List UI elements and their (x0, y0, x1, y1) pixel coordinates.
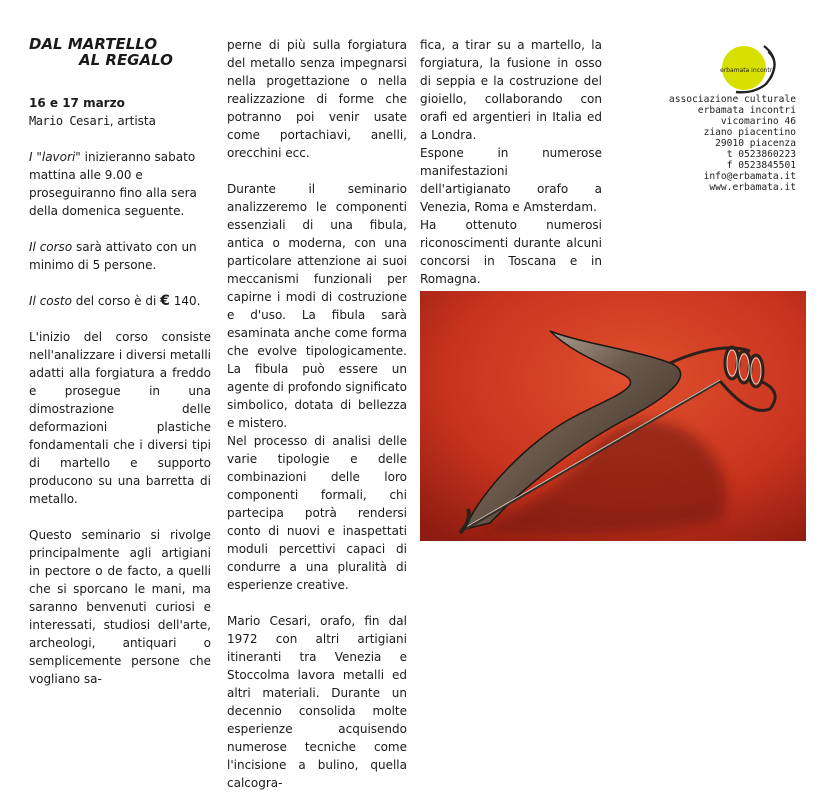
contact-phone: t 0523860223 (726, 149, 796, 160)
paragraph-tecniche: fica, a tirar su a martello, la forgiatura, la fusione in osso di seppia e la costruzione del gioiello, collaborando con orafi ed argentieri in Italia ed a Londra. (420, 38, 602, 142)
paragraph-fibula: Durante il seminario analizzeremo le componenti essenziali di una fibula, antica o moderna, con una particolare attenzione ai suoi meccanismi funzionali per capirne i modi di costruzione e d'uso. La fibula sarà esaminata anche come forma che evolve tipologicamente. La fibula può essere un agente di profondo significato simbolico, dotata di bellezza e mistero. (227, 182, 407, 430)
costo-emphasis: Il costo (29, 294, 72, 308)
fibula-photo (420, 291, 806, 541)
contact-association: associazione culturale (668, 94, 796, 105)
lavori-emphasis: I "lavori" (29, 150, 81, 164)
column-2 (227, 36, 407, 792)
price-value: 140. (169, 294, 201, 308)
paragraph-analisi: Nel processo di analisi delle varie tipologie e delle combinazioni delle loro componenti formali, chi partecipa potrà rendersi conto di nuovi e inaspettati moduli percettivi capaci di condurre a una pluralità di esperienze creative. (227, 434, 407, 592)
contact-email[interactable]: info@erbamata.it (703, 171, 796, 182)
contact-website[interactable]: www.erbamata.it (709, 182, 796, 193)
corso-emphasis: Il corso (29, 240, 73, 254)
contact-town: ziano piacentino (703, 127, 796, 138)
author-name: Mario Cesari (29, 114, 110, 128)
contact-fax: f 0523845501 (726, 160, 796, 171)
paragraph-forgiatura: perne di più sulla forgiatura del metallo senza impegnarsi nella progettazione o nella realizzazione di forme che potranno poi venir usate come portachiavi, anelli, orecchini ecc. (227, 38, 407, 160)
corso-text: sarà attivato con un minimo di 5 persone. (29, 240, 197, 272)
paragraph-costo (29, 292, 211, 310)
title-line-1: DAL MARTELLO (29, 35, 158, 53)
euro-symbol: € (160, 293, 170, 309)
paragraph-lavori (29, 148, 211, 220)
page-title (29, 36, 211, 68)
logo-text: erbamata incontri (720, 67, 774, 74)
paragraph-seminario: Questo seminario si rivolge principalmente agli artigiani in pectore o de facto, a quelli che si sporcano le mani, ma saranno benvenuti curiosi e interessati, studiosi dell'arte, archeologi, antiquari o semplicemente persone che vogliano sa- (29, 528, 211, 686)
paragraph-riconoscimenti: Ha ottenuto numerosi riconoscimenti durante alcuni concorsi in Toscana e in Romagna. (420, 218, 602, 286)
costo-text: del corso è di (71, 294, 161, 308)
title-line-2: AL REGALO (79, 51, 173, 69)
contact-block (650, 94, 796, 193)
event-date: 16 e 17 marzo (29, 96, 125, 110)
contact-street: vicomarino 46 (720, 116, 796, 127)
column-1 (29, 36, 211, 688)
logo-graphic-icon (714, 38, 786, 96)
contact-city: 29010 piacenza (715, 138, 796, 149)
paragraph-mostre: Espone in numerose manifestazioni dell'artigianato orafo a Venezia, Roma e Amsterdam. (420, 146, 602, 214)
contact-name: erbamata incontri (697, 105, 796, 116)
fibula-brooch-photo-icon (420, 291, 806, 541)
paragraph-corso (29, 238, 211, 274)
erbamata-logo (714, 38, 786, 96)
lavori-text: inizieranno sabato mattina alle 9.00 e proseguiranno fino alla sera della domenica seguente. (29, 150, 197, 218)
author-role: , artista (109, 114, 156, 128)
author-line (29, 112, 211, 130)
paragraph-biografia: Mario Cesari, orafo, fin dal 1972 con altri artigiani itineranti tra Venezia e Stoccolma lavora metalli ed altri materiali. Durante un decennio consolida molte esperienze acquisendo numerose tecniche come l'incisione a bulino, quella calcogra- (227, 614, 407, 790)
paragraph-inizio: L'inizio del corso consiste nell'analizzare i diversi metalli adatti alla forgiatura a freddo e prosegue in una dimostrazione delle deformazioni plastiche fondamentali che i diversi tipi di martello e supporto producono su una barretta di metallo. (29, 330, 211, 506)
